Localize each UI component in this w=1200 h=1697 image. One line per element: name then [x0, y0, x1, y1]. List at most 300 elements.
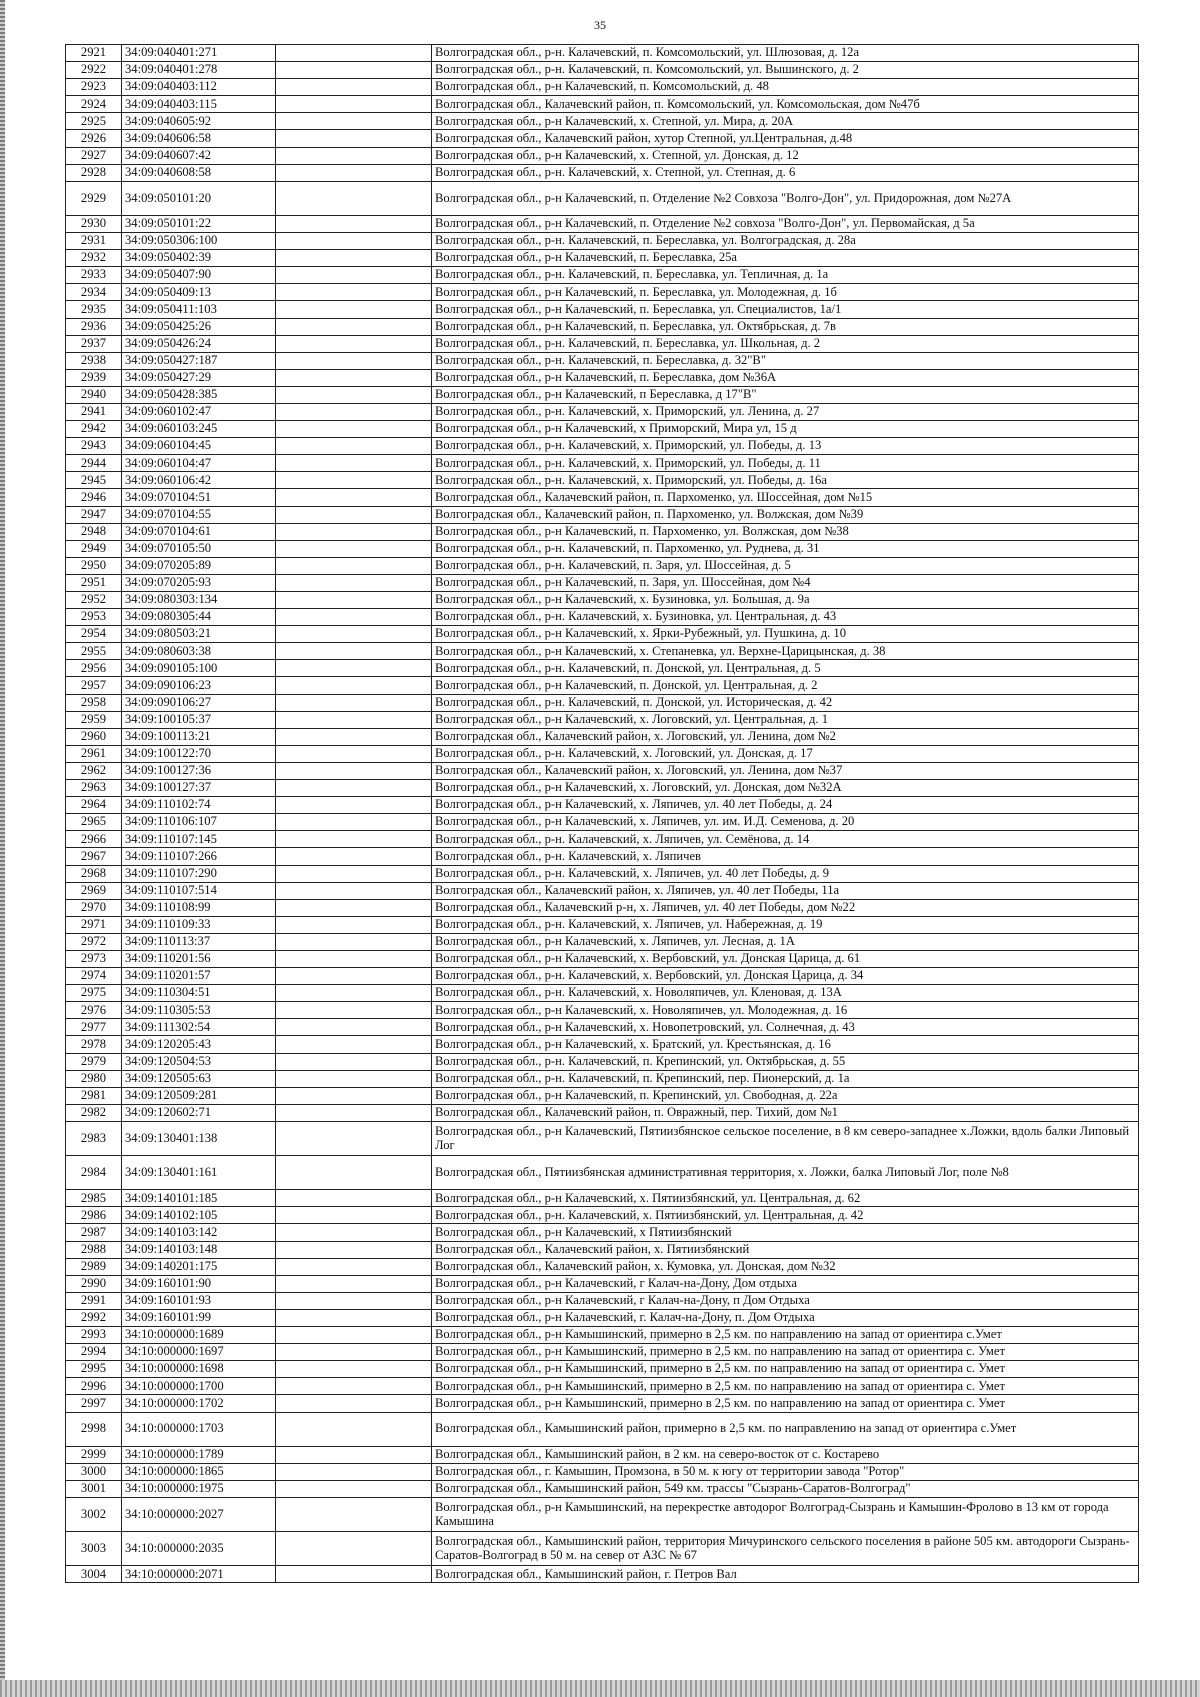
- empty-cell: [276, 335, 432, 352]
- address-cell: Волгоградская обл., Камышинский район, 549 км. трассы "Сызрань-Саратов-Волгоград": [432, 1480, 1139, 1497]
- address-cell: Волгоградская обл., р-н Калачевский, Пятиизбянское сельское поселение, в 8 км северо-западнее х.Ложки, вдоль балки Липовый Лог: [432, 1121, 1139, 1155]
- empty-cell: [276, 233, 432, 250]
- cadastral-number-cell: 34:09:040606:58: [122, 130, 276, 147]
- empty-cell: [276, 1224, 432, 1241]
- row-number-cell: 2932: [66, 250, 122, 267]
- registry-table-body: [66, 45, 1139, 1583]
- table-row: [66, 1104, 1139, 1121]
- address-cell: Волгоградская обл., р-н Калачевский, х. Братский, ул. Крестьянская, д. 16: [432, 1036, 1139, 1053]
- address-cell: Волгоградская обл., г. Камышин, Промзона, в 50 м. к югу от территории завода "Ротор": [432, 1463, 1139, 1480]
- empty-cell: [276, 113, 432, 130]
- empty-cell: [276, 250, 432, 267]
- cadastral-number-cell: 34:09:130401:161: [122, 1156, 276, 1190]
- table-row: [66, 489, 1139, 506]
- empty-cell: [276, 848, 432, 865]
- cadastral-number-cell: 34:09:050409:13: [122, 284, 276, 301]
- row-number-cell: 2923: [66, 79, 122, 96]
- row-number-cell: 2980: [66, 1070, 122, 1087]
- address-cell: Волгоградская обл., р-н Калачевский, п. Заря, ул. Шоссейная, дом №4: [432, 574, 1139, 591]
- row-number-cell: 2944: [66, 455, 122, 472]
- row-number-cell: 2994: [66, 1344, 122, 1361]
- empty-cell: [276, 1566, 432, 1583]
- cadastral-number-cell: 34:10:000000:1697: [122, 1344, 276, 1361]
- empty-cell: [276, 284, 432, 301]
- cadastral-number-cell: 34:09:040605:92: [122, 113, 276, 130]
- row-number-cell: 2953: [66, 609, 122, 626]
- cadastral-number-cell: 34:09:090106:27: [122, 694, 276, 711]
- empty-cell: [276, 1087, 432, 1104]
- empty-cell: [276, 45, 432, 62]
- empty-cell: [276, 1309, 432, 1326]
- address-cell: Волгоградская обл., Калачевский р-н, х. Ляпичев, ул. 40 лет Победы, дом №22: [432, 899, 1139, 916]
- row-number-cell: 2938: [66, 352, 122, 369]
- row-number-cell: 2947: [66, 506, 122, 523]
- cadastral-number-cell: 34:09:070205:93: [122, 574, 276, 591]
- table-row: [66, 609, 1139, 626]
- address-cell: Волгоградская обл., Калачевский район, х. Ляпичев, ул. 40 лет Победы, 11а: [432, 882, 1139, 899]
- row-number-cell: 2940: [66, 386, 122, 403]
- cadastral-number-cell: 34:09:040401:278: [122, 62, 276, 79]
- address-cell: Волгоградская обл., р-н Камышинский, примерно в 2,5 км. по направлению на запад от ориентира с. Умет: [432, 1361, 1139, 1378]
- row-number-cell: 2979: [66, 1053, 122, 1070]
- address-cell: Волгоградская обл., Калачевский район, п. Овражный, пер. Тихий, дом №1: [432, 1104, 1139, 1121]
- table-row: [66, 130, 1139, 147]
- table-row: [66, 1463, 1139, 1480]
- address-cell: Волгоградская обл., р-н. Калачевский, х. Ляпичев: [432, 848, 1139, 865]
- cadastral-number-cell: 34:09:110108:99: [122, 899, 276, 916]
- empty-cell: [276, 985, 432, 1002]
- empty-cell: [276, 1002, 432, 1019]
- empty-cell: [276, 1344, 432, 1361]
- empty-cell: [276, 79, 432, 96]
- table-row: [66, 1156, 1139, 1190]
- table-row: [66, 472, 1139, 489]
- cadastral-number-cell: 34:09:110106:107: [122, 814, 276, 831]
- empty-cell: [276, 882, 432, 899]
- cadastral-number-cell: 34:09:050101:22: [122, 215, 276, 232]
- address-cell: Волгоградская обл., р-н Калачевский, х. Ярки-Рубежный, ул. Пушкина, д. 10: [432, 626, 1139, 643]
- empty-cell: [276, 933, 432, 950]
- table-row: [66, 1275, 1139, 1292]
- cadastral-number-cell: 34:10:000000:1975: [122, 1480, 276, 1497]
- table-row: [66, 985, 1139, 1002]
- row-number-cell: 2929: [66, 181, 122, 215]
- scan-edge-bottom: [0, 1680, 1200, 1697]
- address-cell: Волгоградская обл., р-н Калачевский, п. Береславка, ул. Специалистов, 1а/1: [432, 301, 1139, 318]
- cadastral-number-cell: 34:09:140103:142: [122, 1224, 276, 1241]
- cadastral-number-cell: 34:09:110304:51: [122, 985, 276, 1002]
- table-row: [66, 711, 1139, 728]
- cadastral-number-cell: 34:09:120509:281: [122, 1087, 276, 1104]
- row-number-cell: 2961: [66, 745, 122, 762]
- table-row: [66, 181, 1139, 215]
- empty-cell: [276, 1532, 432, 1566]
- address-cell: Волгоградская обл., р-н Калачевский, п. Береславка, 25а: [432, 250, 1139, 267]
- table-row: [66, 1361, 1139, 1378]
- row-number-cell: 2985: [66, 1190, 122, 1207]
- empty-cell: [276, 438, 432, 455]
- address-cell: Волгоградская обл., р-н Калачевский, п. Пархоменко, ул. Волжская, дом №38: [432, 523, 1139, 540]
- empty-cell: [276, 62, 432, 79]
- address-cell: Волгоградская обл., р-н Калачевский, п. Отделение №2 совхоза "Волго-Дон", ул. Первомайская, д 5а: [432, 215, 1139, 232]
- row-number-cell: 2949: [66, 540, 122, 557]
- row-number-cell: 2931: [66, 233, 122, 250]
- empty-cell: [276, 968, 432, 985]
- cadastral-number-cell: 34:10:000000:2027: [122, 1497, 276, 1531]
- table-row: [66, 386, 1139, 403]
- table-row: [66, 814, 1139, 831]
- cadastral-number-cell: 34:10:000000:1689: [122, 1327, 276, 1344]
- table-row: [66, 831, 1139, 848]
- table-row: [66, 1446, 1139, 1463]
- cadastral-number-cell: 34:09:050306:100: [122, 233, 276, 250]
- cadastral-number-cell: 34:09:110113:37: [122, 933, 276, 950]
- cadastral-number-cell: 34:09:050402:39: [122, 250, 276, 267]
- row-number-cell: 2933: [66, 267, 122, 284]
- cadastral-number-cell: 34:09:050427:29: [122, 369, 276, 386]
- address-cell: Волгоградская обл., р-н Калачевский, х. Пятиизбянский, ул. Центральная, д. 62: [432, 1190, 1139, 1207]
- table-row: [66, 865, 1139, 882]
- row-number-cell: 2986: [66, 1207, 122, 1224]
- table-row: [66, 335, 1139, 352]
- empty-cell: [276, 421, 432, 438]
- address-cell: Волгоградская обл., р-н. Калачевский, х. Пятиизбянский, ул. Центральная, д. 42: [432, 1207, 1139, 1224]
- empty-cell: [276, 916, 432, 933]
- cadastral-number-cell: 34:09:140201:175: [122, 1258, 276, 1275]
- table-row: [66, 1378, 1139, 1395]
- cadastral-number-cell: 34:09:100122:70: [122, 745, 276, 762]
- address-cell: Волгоградская обл., Калачевский район, п. Пархоменко, ул. Волжская, дом №39: [432, 506, 1139, 523]
- cadastral-number-cell: 34:09:080503:21: [122, 626, 276, 643]
- table-row: [66, 660, 1139, 677]
- cadastral-number-cell: 34:09:110102:74: [122, 797, 276, 814]
- address-cell: Волгоградская обл., р-н Калачевский, п. Отделение №2 Совхоза "Волго-Дон", ул. Придорожная, дом №27А: [432, 181, 1139, 215]
- row-number-cell: 2997: [66, 1395, 122, 1412]
- address-cell: Волгоградская обл., р-н Калачевский, п Береславка, д 17"В": [432, 386, 1139, 403]
- address-cell: Волгоградская обл., р-н. Калачевский, п. Крепинский, ул. Октябрьская, д. 55: [432, 1053, 1139, 1070]
- cadastral-number-cell: 34:09:160101:93: [122, 1292, 276, 1309]
- address-cell: Волгоградская обл., Калачевский район, х. Пятиизбянский: [432, 1241, 1139, 1258]
- empty-cell: [276, 147, 432, 164]
- address-cell: Волгоградская обл., р-н. Калачевский, п. Береславка, д. 32"В": [432, 352, 1139, 369]
- cadastral-number-cell: 34:09:110201:57: [122, 968, 276, 985]
- address-cell: Волгоградская обл., р-н Калачевский, г. Калач-на-Дону, п. Дом Отдыха: [432, 1309, 1139, 1326]
- empty-cell: [276, 1480, 432, 1497]
- table-row: [66, 1292, 1139, 1309]
- empty-cell: [276, 1036, 432, 1053]
- cadastral-number-cell: 34:09:120205:43: [122, 1036, 276, 1053]
- table-row: [66, 1480, 1139, 1497]
- table-row: [66, 848, 1139, 865]
- table-row: [66, 968, 1139, 985]
- address-cell: Волгоградская обл., р-н. Калачевский, х. Ляпичев, ул. Семёнова, д. 14: [432, 831, 1139, 848]
- empty-cell: [276, 1463, 432, 1480]
- cadastral-number-cell: 34:09:120505:63: [122, 1070, 276, 1087]
- row-number-cell: 2966: [66, 831, 122, 848]
- row-number-cell: 2970: [66, 899, 122, 916]
- address-cell: Волгоградская обл., Калачевский район, хутор Степной, ул.Центральная, д.48: [432, 130, 1139, 147]
- table-row: [66, 1036, 1139, 1053]
- row-number-cell: 2992: [66, 1309, 122, 1326]
- address-cell: Волгоградская обл., р-н Калачевский, х. Степной, ул. Донская, д. 12: [432, 147, 1139, 164]
- empty-cell: [276, 1327, 432, 1344]
- cadastral-number-cell: 34:09:060106:42: [122, 472, 276, 489]
- table-row: [66, 45, 1139, 62]
- empty-cell: [276, 403, 432, 420]
- cadastral-number-cell: 34:09:050101:20: [122, 181, 276, 215]
- address-cell: Волгоградская обл., р-н. Калачевский, п. Береславка, ул. Волгоградская, д. 28а: [432, 233, 1139, 250]
- row-number-cell: 2935: [66, 301, 122, 318]
- row-number-cell: 2974: [66, 968, 122, 985]
- address-cell: Волгоградская обл., р-н. Калачевский, х. Приморский, ул. Победы, д. 16а: [432, 472, 1139, 489]
- empty-cell: [276, 301, 432, 318]
- row-number-cell: 2930: [66, 215, 122, 232]
- table-row: [66, 626, 1139, 643]
- scan-edge-left: [0, 0, 5, 1697]
- empty-cell: [276, 1070, 432, 1087]
- table-row: [66, 164, 1139, 181]
- table-row: [66, 421, 1139, 438]
- address-cell: Волгоградская обл., р-н Камышинский, примерно в 2,5 км. по направлению на запад от ориентира с. Умет: [432, 1344, 1139, 1361]
- empty-cell: [276, 540, 432, 557]
- empty-cell: [276, 1104, 432, 1121]
- row-number-cell: 2952: [66, 592, 122, 609]
- row-number-cell: 2955: [66, 643, 122, 660]
- page-number: 35: [594, 18, 606, 32]
- address-cell: Волгоградская обл., р-н Калачевский, г Калач-на-Дону, п Дом Отдыха: [432, 1292, 1139, 1309]
- row-number-cell: 2958: [66, 694, 122, 711]
- cadastral-number-cell: 34:09:110109:33: [122, 916, 276, 933]
- row-number-cell: 2936: [66, 318, 122, 335]
- row-number-cell: 2964: [66, 797, 122, 814]
- empty-cell: [276, 574, 432, 591]
- cadastral-number-cell: 34:09:080603:38: [122, 643, 276, 660]
- address-cell: Волгоградская обл., р-н Калачевский, п. Донской, ул. Центральная, д. 2: [432, 677, 1139, 694]
- row-number-cell: 2973: [66, 950, 122, 967]
- address-cell: Волгоградская обл., Калачевский район, х. Кумовка, ул. Донская, дом №32: [432, 1258, 1139, 1275]
- address-cell: Волгоградская обл., Камышинский район, территория Мичуринского сельского поселения в районе 505 км. автодороги Сызрань-Саратов-Волгоград в 50 м. на север от АЗС № 67: [432, 1532, 1139, 1566]
- empty-cell: [276, 215, 432, 232]
- registry-table: [65, 44, 1139, 1583]
- empty-cell: [276, 780, 432, 797]
- row-number-cell: 2954: [66, 626, 122, 643]
- table-row: [66, 950, 1139, 967]
- cadastral-number-cell: 34:09:070205:89: [122, 557, 276, 574]
- cadastral-number-cell: 34:09:160101:99: [122, 1309, 276, 1326]
- address-cell: Волгоградская обл., р-н Камышинский, примерно в 2,5 км. по направлению на запад от ориентира с. Умет: [432, 1378, 1139, 1395]
- cadastral-number-cell: 34:09:050411:103: [122, 301, 276, 318]
- row-number-cell: 3003: [66, 1532, 122, 1566]
- table-row: [66, 933, 1139, 950]
- cadastral-number-cell: 34:10:000000:1702: [122, 1395, 276, 1412]
- empty-cell: [276, 643, 432, 660]
- cadastral-number-cell: 34:09:100127:37: [122, 780, 276, 797]
- table-row: [66, 1309, 1139, 1326]
- empty-cell: [276, 677, 432, 694]
- cadastral-number-cell: 34:10:000000:2071: [122, 1566, 276, 1583]
- address-cell: Волгоградская обл., р-н Калачевский, х. Новоляпичев, ул. Молодежная, д. 16: [432, 1002, 1139, 1019]
- empty-cell: [276, 745, 432, 762]
- row-number-cell: 3000: [66, 1463, 122, 1480]
- cadastral-number-cell: 34:09:040403:115: [122, 96, 276, 113]
- address-cell: Волгоградская обл., р-н Калачевский, п. Береславка, дом №36А: [432, 369, 1139, 386]
- table-row: [66, 728, 1139, 745]
- row-number-cell: 2963: [66, 780, 122, 797]
- address-cell: Волгоградская обл., р-н Калачевский, п. Крепинский, ул. Свободная, д. 22а: [432, 1087, 1139, 1104]
- address-cell: Волгоградская обл., р-н Камышинский, примерно в 2,5 км. по направлению на запад от ориентира с. Умет: [432, 1395, 1139, 1412]
- empty-cell: [276, 1121, 432, 1155]
- row-number-cell: 2967: [66, 848, 122, 865]
- row-number-cell: 2993: [66, 1327, 122, 1344]
- cadastral-number-cell: 34:10:000000:1789: [122, 1446, 276, 1463]
- cadastral-number-cell: 34:10:000000:1865: [122, 1463, 276, 1480]
- cadastral-number-cell: 34:09:060102:47: [122, 403, 276, 420]
- address-cell: Волгоградская обл., р-н Калачевский, п. Береславка, ул. Октябрьская, д. 7в: [432, 318, 1139, 335]
- empty-cell: [276, 386, 432, 403]
- table-row: [66, 899, 1139, 916]
- row-number-cell: 2934: [66, 284, 122, 301]
- table-row: [66, 113, 1139, 130]
- address-cell: Волгоградская обл., р-н. Калачевский, х. Приморский, ул. Победы, д. 13: [432, 438, 1139, 455]
- row-number-cell: 2978: [66, 1036, 122, 1053]
- table-row: [66, 455, 1139, 472]
- table-row: [66, 267, 1139, 284]
- cadastral-number-cell: 34:09:090105:100: [122, 660, 276, 677]
- row-number-cell: 2945: [66, 472, 122, 489]
- empty-cell: [276, 1361, 432, 1378]
- empty-cell: [276, 489, 432, 506]
- table-row: [66, 215, 1139, 232]
- table-row: [66, 540, 1139, 557]
- row-number-cell: 2984: [66, 1156, 122, 1190]
- table-row: [66, 403, 1139, 420]
- cadastral-number-cell: 34:09:111302:54: [122, 1019, 276, 1036]
- cadastral-number-cell: 34:09:130401:138: [122, 1121, 276, 1155]
- address-cell: Волгоградская обл., р-н Калачевский, х. Логовский, ул. Центральная, д. 1: [432, 711, 1139, 728]
- table-row: [66, 677, 1139, 694]
- row-number-cell: 2924: [66, 96, 122, 113]
- row-number-cell: 2956: [66, 660, 122, 677]
- table-row: [66, 1327, 1139, 1344]
- table-row: [66, 1070, 1139, 1087]
- table-row: [66, 438, 1139, 455]
- row-number-cell: 2976: [66, 1002, 122, 1019]
- address-cell: Волгоградская обл., р-н. Калачевский, х. Ляпичев, ул. Набережная, д. 19: [432, 916, 1139, 933]
- empty-cell: [276, 762, 432, 779]
- cadastral-number-cell: 34:09:120602:71: [122, 1104, 276, 1121]
- cadastral-number-cell: 34:09:050427:187: [122, 352, 276, 369]
- row-number-cell: 2987: [66, 1224, 122, 1241]
- cadastral-number-cell: 34:09:140102:105: [122, 1207, 276, 1224]
- empty-cell: [276, 1446, 432, 1463]
- row-number-cell: 2937: [66, 335, 122, 352]
- address-cell: Волгоградская обл., Калачевский район, п. Комсомольский, ул. Комсомольская, дом №47б: [432, 96, 1139, 113]
- table-row: [66, 694, 1139, 711]
- row-number-cell: 2925: [66, 113, 122, 130]
- row-number-cell: 3002: [66, 1497, 122, 1531]
- address-cell: Волгоградская обл., р-н Калачевский, х. Степаневка, ул. Верхне-Царицынская, д. 38: [432, 643, 1139, 660]
- table-row: [66, 643, 1139, 660]
- row-number-cell: 2969: [66, 882, 122, 899]
- row-number-cell: 2972: [66, 933, 122, 950]
- empty-cell: [276, 711, 432, 728]
- table-row: [66, 1532, 1139, 1566]
- cadastral-number-cell: 34:10:000000:1700: [122, 1378, 276, 1395]
- cadastral-number-cell: 34:09:070104:61: [122, 523, 276, 540]
- empty-cell: [276, 369, 432, 386]
- row-number-cell: 2983: [66, 1121, 122, 1155]
- empty-cell: [276, 1275, 432, 1292]
- table-row: [66, 1344, 1139, 1361]
- table-row: [66, 301, 1139, 318]
- row-number-cell: 2988: [66, 1241, 122, 1258]
- row-number-cell: 2942: [66, 421, 122, 438]
- address-cell: Волгоградская обл., р-н Калачевский, х Приморский, Мира ул, 15 д: [432, 421, 1139, 438]
- address-cell: Волгоградская обл., р-н. Калачевский, х. Приморский, ул. Победы, д. 11: [432, 455, 1139, 472]
- empty-cell: [276, 455, 432, 472]
- row-number-cell: 2960: [66, 728, 122, 745]
- row-number-cell: 2941: [66, 403, 122, 420]
- cadastral-number-cell: 34:09:050425:26: [122, 318, 276, 335]
- table-row: [66, 797, 1139, 814]
- table-row: [66, 96, 1139, 113]
- cadastral-number-cell: 34:09:110107:514: [122, 882, 276, 899]
- address-cell: Волгоградская обл., р-н Калачевский, п. Береславка, ул. Молодежная, д. 1б: [432, 284, 1139, 301]
- row-number-cell: 2977: [66, 1019, 122, 1036]
- empty-cell: [276, 1292, 432, 1309]
- table-row: [66, 780, 1139, 797]
- empty-cell: [276, 660, 432, 677]
- address-cell: Волгоградская обл., р-н Камышинский, примерно в 2,5 км. по направлению на запад от ориентира с.Умет: [432, 1327, 1139, 1344]
- row-number-cell: 2995: [66, 1361, 122, 1378]
- empty-cell: [276, 506, 432, 523]
- table-row: [66, 1497, 1139, 1531]
- row-number-cell: 2957: [66, 677, 122, 694]
- cadastral-number-cell: 34:09:040403:112: [122, 79, 276, 96]
- cadastral-number-cell: 34:09:160101:90: [122, 1275, 276, 1292]
- cadastral-number-cell: 34:09:120504:53: [122, 1053, 276, 1070]
- cadastral-number-cell: 34:09:140103:148: [122, 1241, 276, 1258]
- empty-cell: [276, 1156, 432, 1190]
- table-row: [66, 592, 1139, 609]
- empty-cell: [276, 1190, 432, 1207]
- empty-cell: [276, 592, 432, 609]
- cadastral-number-cell: 34:09:050426:24: [122, 335, 276, 352]
- row-number-cell: 2962: [66, 762, 122, 779]
- address-cell: Волгоградская обл., р-н. Калачевский, п. Комсомольский, ул. Вышинского, д. 2: [432, 62, 1139, 79]
- empty-cell: [276, 181, 432, 215]
- empty-cell: [276, 1378, 432, 1395]
- cadastral-number-cell: 34:09:110107:145: [122, 831, 276, 848]
- empty-cell: [276, 899, 432, 916]
- row-number-cell: 2959: [66, 711, 122, 728]
- table-row: [66, 250, 1139, 267]
- table-row: [66, 1412, 1139, 1446]
- address-cell: Волгоградская обл., р-н Калачевский, х. Ляпичев, ул. им. И.Д. Семенова, д. 20: [432, 814, 1139, 831]
- row-number-cell: 2926: [66, 130, 122, 147]
- empty-cell: [276, 694, 432, 711]
- empty-cell: [276, 472, 432, 489]
- row-number-cell: 2948: [66, 523, 122, 540]
- cadastral-number-cell: 34:09:060104:47: [122, 455, 276, 472]
- row-number-cell: 3001: [66, 1480, 122, 1497]
- address-cell: Волгоградская обл., р-н. Калачевский, х. Вербовский, ул. Донская Царица, д. 34: [432, 968, 1139, 985]
- cadastral-number-cell: 34:09:040401:271: [122, 45, 276, 62]
- table-row: [66, 1566, 1139, 1583]
- empty-cell: [276, 814, 432, 831]
- address-cell: Волгоградская обл., Калачевский район, х. Логовский, ул. Ленина, дом №37: [432, 762, 1139, 779]
- address-cell: Волгоградская обл., р-н. Калачевский, х. Логовский, ул. Донская, д. 17: [432, 745, 1139, 762]
